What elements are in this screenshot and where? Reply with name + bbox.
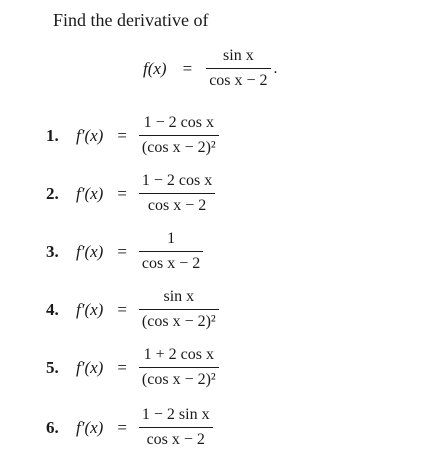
choice-fraction: [139, 113, 219, 158]
choice-lhs: f′(x): [76, 125, 104, 145]
given-fraction: [206, 46, 270, 91]
choice-numerator: 1 − 2 cos x: [141, 172, 213, 189]
choice-lhs: f′(x): [76, 299, 104, 319]
choice-numerator: 1 − 2 sin x: [141, 406, 210, 423]
choice-number: 2.: [46, 183, 59, 203]
fraction-bar: [139, 193, 215, 194]
fraction-bar: [139, 251, 203, 252]
answer-choice-5[interactable]: [46, 345, 219, 390]
fraction-bar: [139, 367, 219, 368]
choice-numerator: sin x: [163, 288, 195, 305]
choice-number: 5.: [46, 357, 59, 377]
given-equals: =: [182, 58, 193, 78]
answer-choice-2[interactable]: [46, 171, 215, 216]
given-numerator: sin x: [223, 47, 254, 64]
choice-numerator: 1 − 2 cos x: [143, 114, 214, 131]
choice-equals: =: [117, 125, 127, 145]
choice-number: 3.: [46, 241, 59, 261]
given-function: [143, 46, 278, 91]
choice-denominator: cos x − 2: [146, 431, 205, 448]
question-prompt: Find the derivative of: [53, 10, 209, 30]
choice-denominator: cos x − 2: [141, 255, 201, 272]
choice-denominator: cos x − 2: [147, 197, 207, 214]
given-lhs: f(x): [143, 58, 167, 78]
choice-fraction: [139, 171, 215, 216]
fraction-bar: [139, 427, 213, 428]
choice-equals: =: [117, 241, 127, 261]
choice-equals: =: [117, 357, 127, 377]
choice-number: 1.: [46, 125, 59, 145]
choice-denominator: (cos x − 2)²: [141, 139, 216, 156]
choice-equals: =: [117, 417, 127, 437]
answer-choice-3[interactable]: [46, 229, 203, 274]
choice-fraction: [139, 229, 203, 274]
fraction-bar: [139, 309, 219, 310]
choice-denominator: (cos x − 2)²: [141, 371, 216, 388]
fraction-bar: [206, 68, 270, 69]
choice-numerator: 1 + 2 cos x: [143, 346, 214, 363]
choice-fraction: [139, 345, 219, 390]
choice-fraction: [139, 405, 213, 450]
answer-choice-6[interactable]: [46, 405, 213, 450]
choice-numerator: 1: [167, 230, 176, 247]
given-period: .: [273, 59, 278, 77]
choice-lhs: f′(x): [76, 183, 104, 203]
choice-fraction: [139, 287, 219, 332]
choice-equals: =: [117, 183, 127, 203]
given-denominator: cos x − 2: [209, 72, 268, 89]
choice-lhs: f′(x): [76, 241, 104, 261]
answer-choice-1[interactable]: [46, 113, 219, 158]
choice-number: 6.: [46, 417, 59, 437]
choice-number: 4.: [46, 299, 59, 319]
choice-lhs: f′(x): [76, 417, 104, 437]
answer-choice-4[interactable]: [46, 287, 219, 332]
choice-denominator: (cos x − 2)²: [141, 313, 216, 330]
choice-lhs: f′(x): [76, 357, 104, 377]
choice-equals: =: [117, 299, 127, 319]
fraction-bar: [139, 135, 219, 136]
